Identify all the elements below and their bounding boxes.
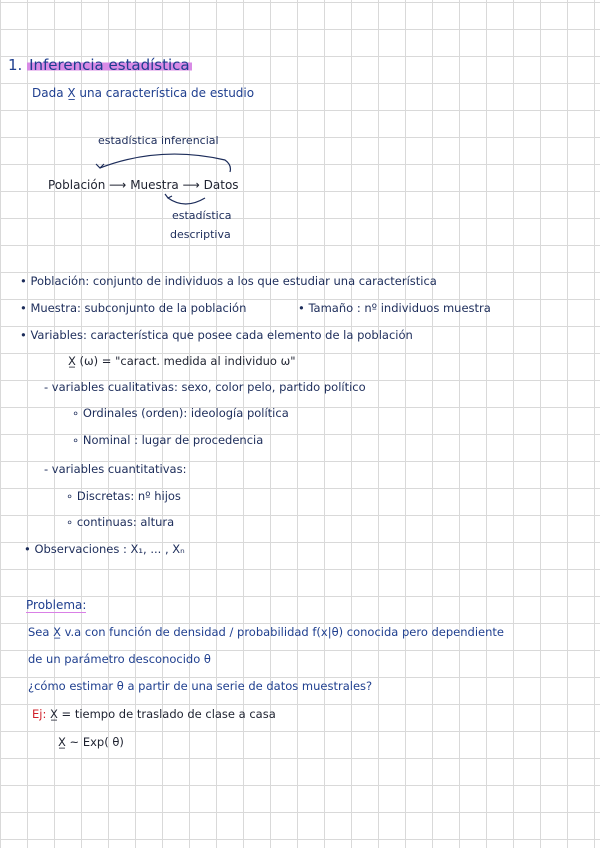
descriptive-arrow-curve xyxy=(168,198,205,204)
flow-arrow-2: ⟶ xyxy=(182,178,200,192)
node-muestra: Muestra xyxy=(130,178,179,192)
section-number: 1. xyxy=(8,56,23,74)
diagram-top-label: estadística inferencial xyxy=(98,134,219,147)
section-intro: Dada X̲ una característica de estudio xyxy=(32,86,255,100)
def-variables: • Variables: característica que posee cada elemento de la población xyxy=(20,328,413,342)
node-poblacion: Población xyxy=(48,178,106,192)
def-muestra: • Muestra: subconjunto de la población xyxy=(20,301,247,315)
example-distribution: X̲ ~ Exp( θ) xyxy=(58,735,124,749)
example-text: X̲ = tiempo de traslado de clase a casa xyxy=(50,707,276,721)
problema-line-1: Sea X̲ v.a con función de densidad / probabilidad f(x|θ) conocida pero dependiente xyxy=(28,625,504,639)
def-cuantitativas: - variables cuantitativas: xyxy=(44,462,187,476)
problema-line-2: de un parámetro desconocido θ xyxy=(28,652,211,666)
problema-line-3: ¿cómo estimar θ a partir de una serie de datos muestrales? xyxy=(28,679,373,693)
diagram-bottom-label-2: descriptiva xyxy=(170,228,231,241)
def-discretas: ∘ Discretas: nº hijos xyxy=(66,489,181,503)
diagram-bottom-label-1: estadística xyxy=(172,209,232,222)
def-observaciones: • Observaciones : X₁, ... , Xₙ xyxy=(24,542,185,556)
def-ordinales: ∘ Ordinales (orden): ideología política xyxy=(72,406,289,420)
def-continuas: ∘ continuas: altura xyxy=(66,515,175,529)
node-datos: Datos xyxy=(203,178,239,192)
descriptive-arrow-head xyxy=(165,194,172,198)
flow-arrow-1: ⟶ xyxy=(109,178,127,192)
def-poblacion: • Población: conjunto de individuos a los que estudiar una característica xyxy=(20,274,437,288)
example-line xyxy=(32,707,276,721)
def-variable-formula: X̲ (ω) = "caract. medida al individuo ω" xyxy=(68,354,296,368)
example-label: Ej: xyxy=(32,707,47,721)
def-nominal: ∘ Nominal : lugar de procedencia xyxy=(72,433,264,447)
def-cualitativas: - variables cualitativas: sexo, color pelo, partido político xyxy=(44,380,366,394)
diagram-flow xyxy=(48,178,239,192)
inferential-arrow-curve xyxy=(100,154,230,172)
def-tamano: • Tamaño : nº individuos muestra xyxy=(298,301,491,315)
problema-heading xyxy=(26,598,86,612)
problema-heading-text: Problema: xyxy=(26,598,87,612)
section-title-text: Inferencia estadística xyxy=(29,56,190,74)
